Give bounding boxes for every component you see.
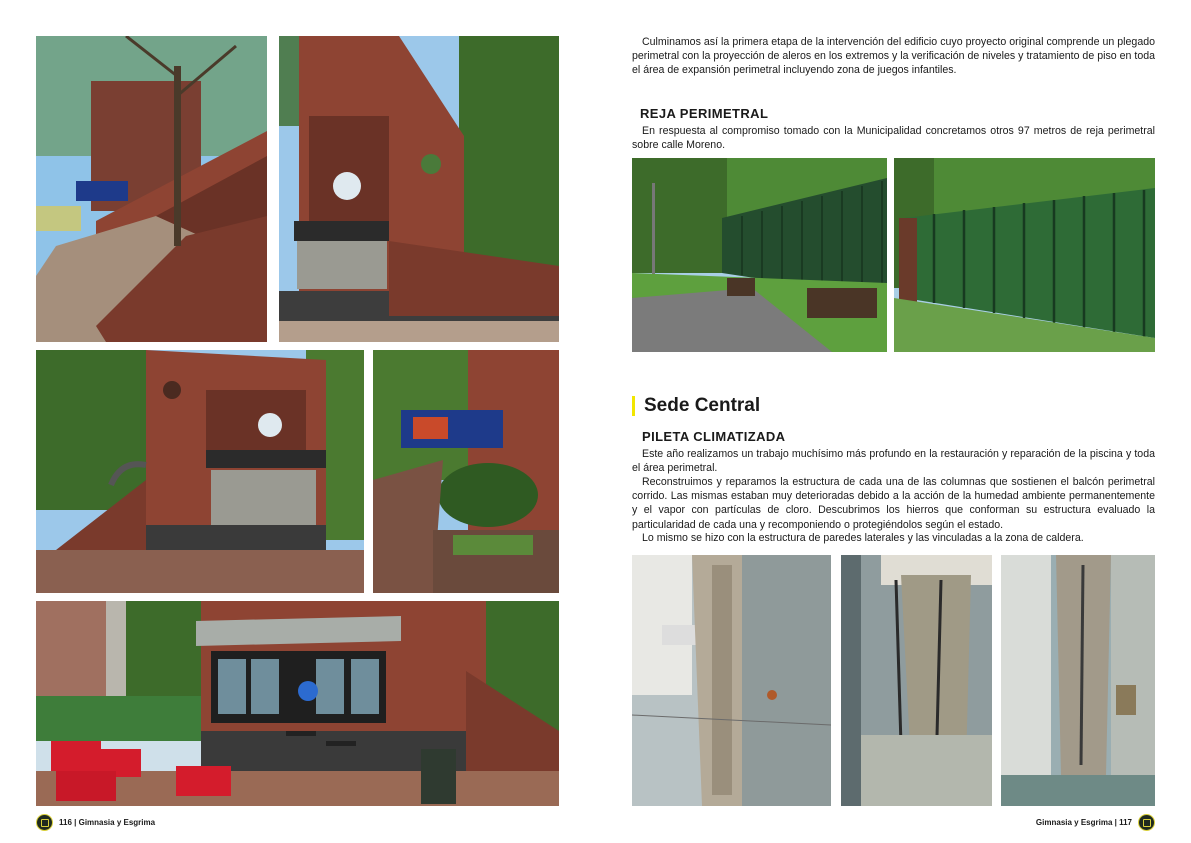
photo-fence-closeup: [894, 158, 1155, 352]
pileta-heading: PILETA CLIMATIZADA: [642, 429, 786, 444]
reja-heading: REJA PERIMETRAL: [640, 106, 769, 121]
photo-column-repair-1: [632, 555, 831, 806]
photo-kiosk-sign-bush: [373, 350, 559, 593]
club-logo-icon: [36, 814, 53, 831]
photo-brick-tower-kiosk: [279, 36, 559, 342]
sede-central-title: Sede Central: [632, 396, 760, 416]
footer-right: [1036, 814, 1155, 831]
pileta-paragraph-3: Lo mismo se hizo con la estructura de paredes laterales y las vinculadas a la zona de caldera.: [642, 532, 1084, 544]
footer-right-text: Gimnasia y Esgrima | 117: [1035, 818, 1132, 827]
pileta-paragraph-2: Reconstruimos y reparamos la estructura de cada una de las columnas que sostienen el balcón perimetral corrido. Las mismas estaban muy deterioradas debido a la acción de la humedad ambiente permanentemente y el vapor con partículas de cloro. Descubrimos los hierros que conforman su estructura evaluado la particularidad de cada una y recomponiendo o protegiéndolos según el estado.: [632, 476, 1155, 531]
club-logo-icon: [1138, 814, 1155, 831]
photo-column-repair-2: [841, 555, 992, 806]
pileta-paragraph-1: Este año realizamos un trabajo muchísimo más profundo en la restauración y reparación de la piscina y toda el área perimetral.: [632, 448, 1155, 475]
footer-left-text: 116 | Gimnasia y Esgrima: [59, 818, 156, 827]
photo-brick-wall-tree: [36, 36, 267, 342]
photo-kiosk-terrace-tables: [36, 601, 559, 806]
reja-paragraph: En respuesta al compromiso tomado con la Municipalidad concretamos otros 97 metros de reja perimetral sobre calle Moreno.: [632, 125, 1155, 152]
footer-left: [36, 814, 155, 831]
photo-fence-park-path: [632, 158, 887, 352]
photo-column-repair-3: [1001, 555, 1155, 806]
intro-paragraph: Culminamos así la primera etapa de la intervención del edificio cuyo proyecto original comprende un plegado perimetral con la proyección de aleros en los extremos y la verificación de niveles y tratamiento de piso en toda el área de expansión perimetral incluyendo zona de juegos infantiles.: [632, 36, 1155, 77]
photo-kiosk-side-view: [36, 350, 364, 593]
